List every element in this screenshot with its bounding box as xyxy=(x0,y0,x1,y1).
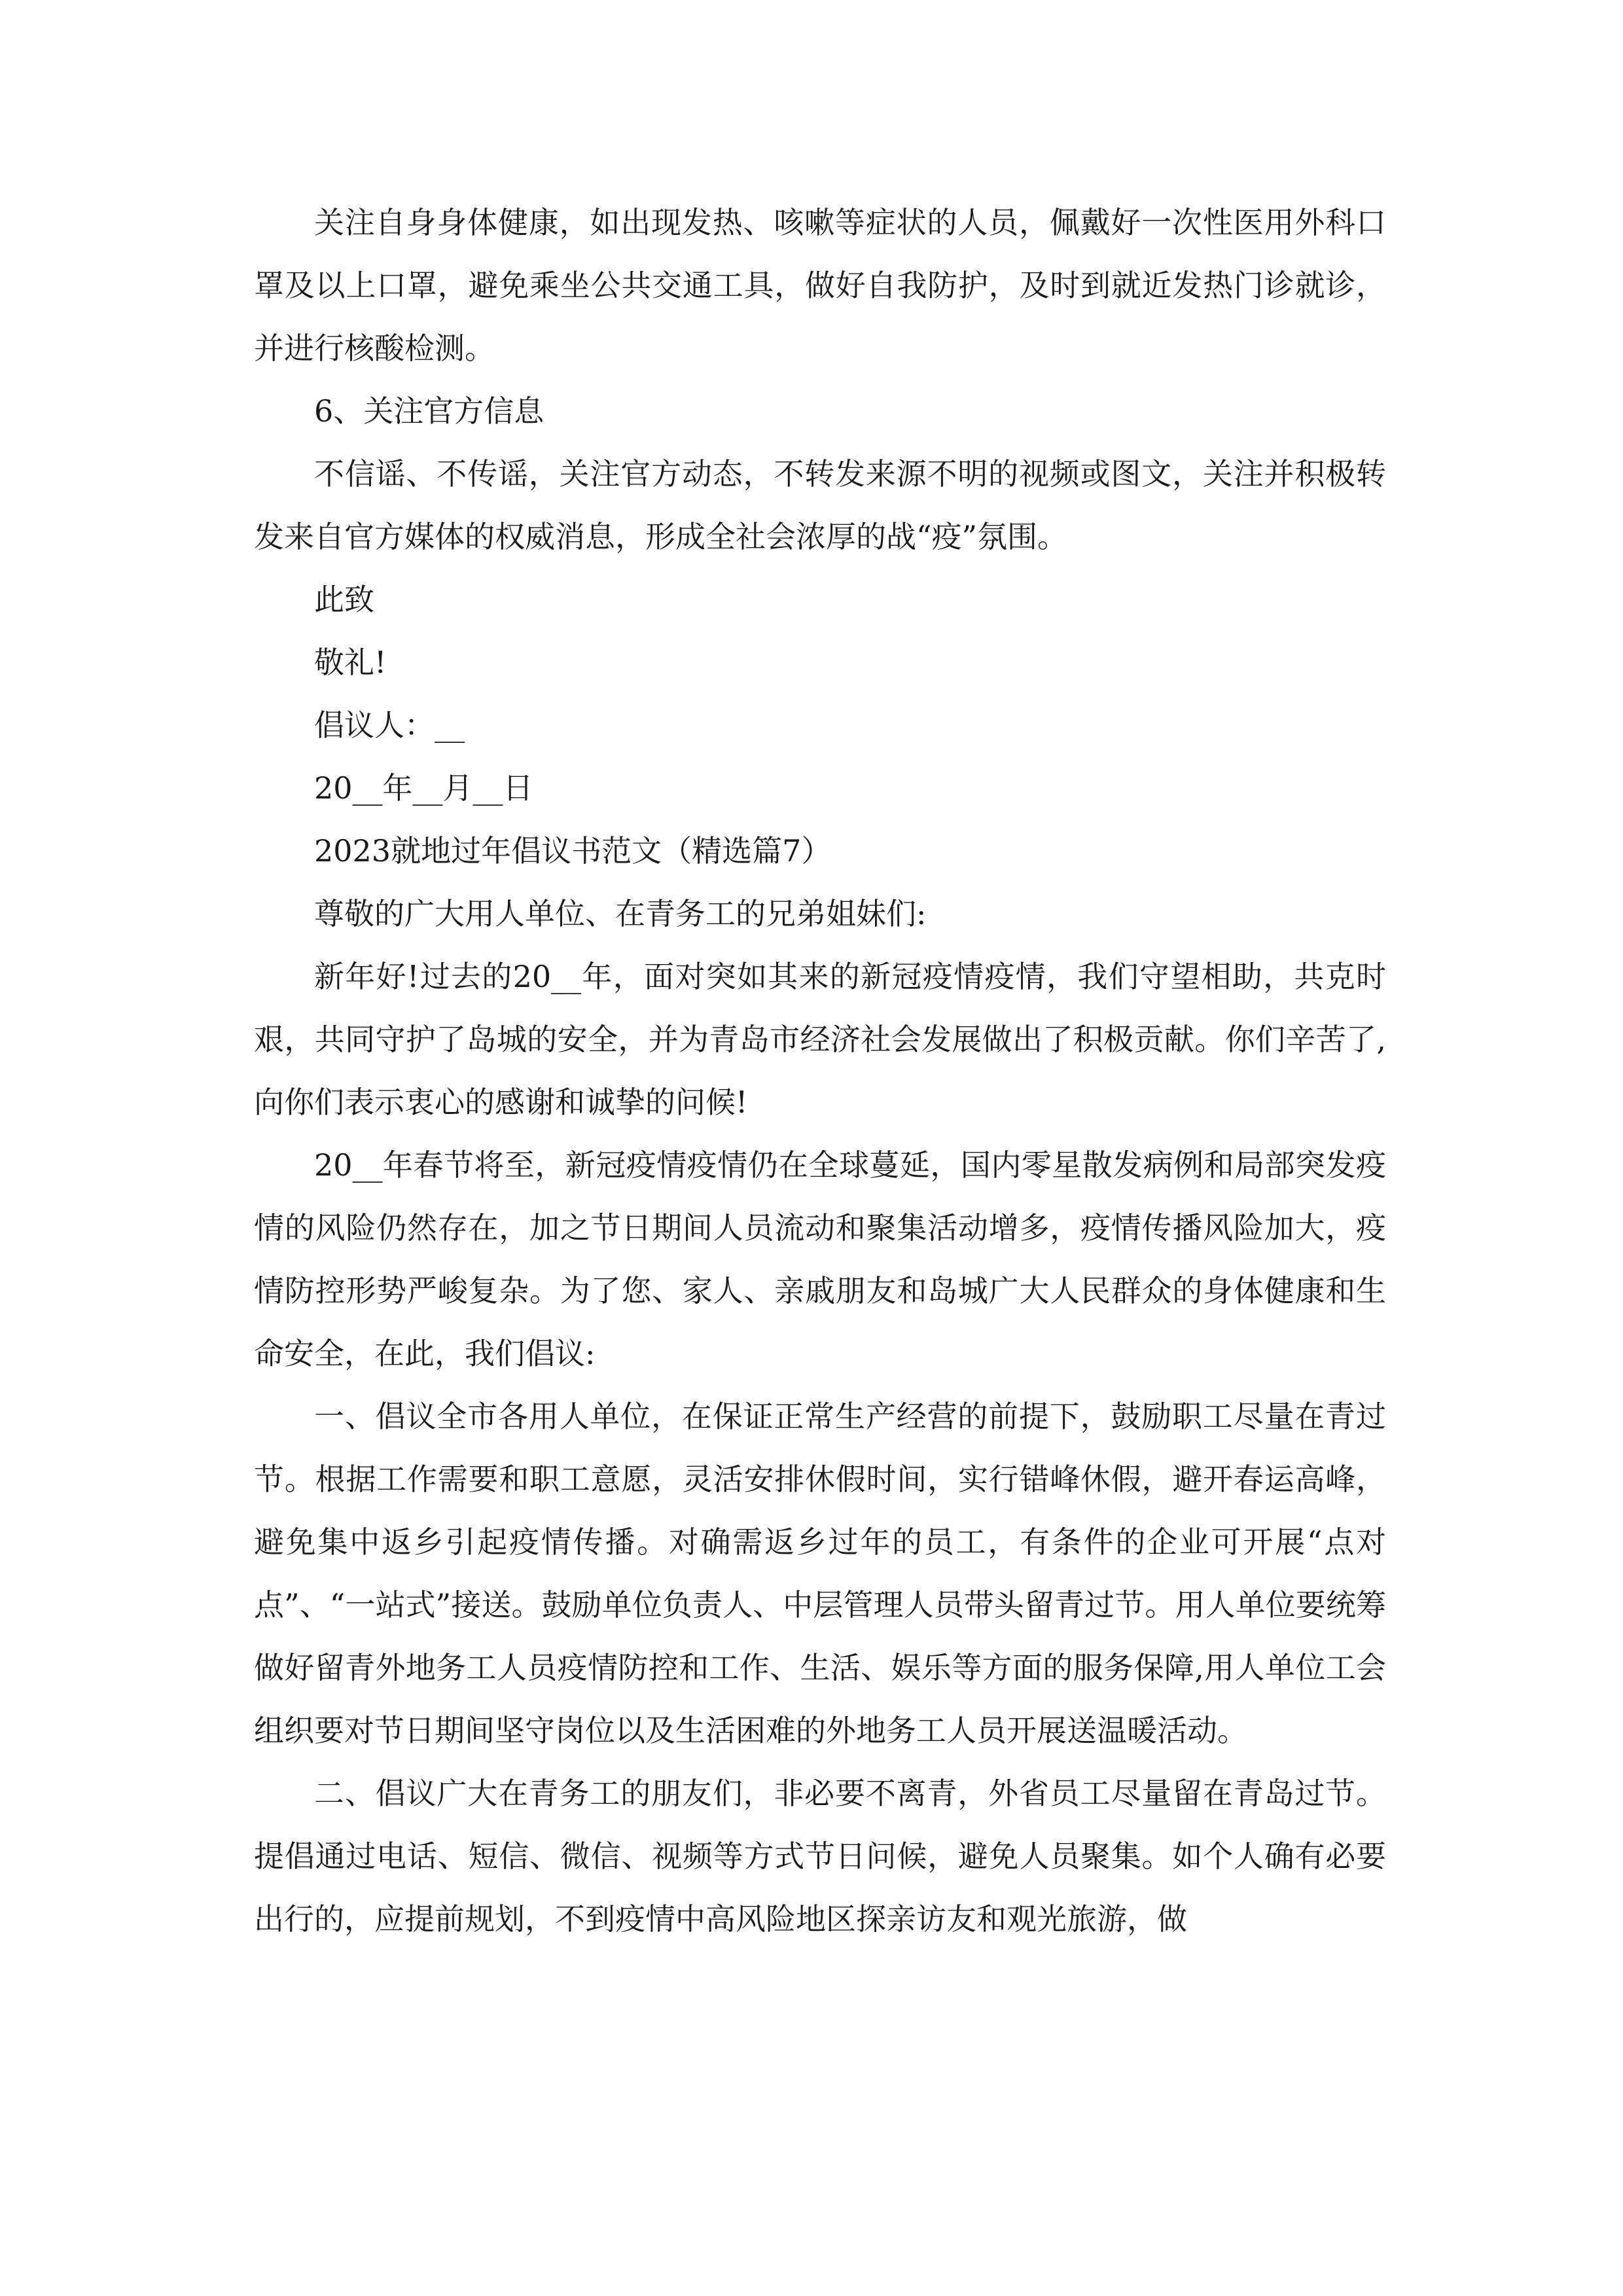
section-title: 2023就地过年倡议书范文（精选篇7） xyxy=(314,833,832,869)
heading-official-info: 6、关注官方信息 xyxy=(314,393,544,429)
paragraph-new-year: 新年好!过去的20__年，面对突如其来的新冠疫情疫情，我们守望相助，共克时艰，共同守护了岛城的安全，并为青岛市经济社会发展做出了积极贡献。你们辛苦了,向你们表示衷心的感谢和诚挚的问候! xyxy=(254,959,1386,1120)
paragraph-no-rumors: 不信谣、不传谣，关注官方动态，不转发来源不明的视频或图文，关注并积极转发来自官方媒体的权威消息，形成全社会浓厚的战“疫”氛围。 xyxy=(254,456,1386,554)
paragraph-proposal-two: 二、倡议广大在青务工的朋友们，非必要不离青，外省员工尽量留在青岛过节。提倡通过电话、短信、微信、视频等方式节日问候，避免人员聚集。如个人确有必要出行的，应提前规划，不到疫情中高风险地区探亲访友和观光旅游，做 xyxy=(254,1776,1386,1937)
document-body xyxy=(254,191,1386,1950)
paragraph-spring-festival: 20__年春节将至，新冠疫情疫情仍在全球蔓延，国内零星散发病例和局部突发疫情的风险仍然存在，加之节日期间人员流动和聚集活动增多，疫情传播风险加大，疫情防控形势严峻复杂。为了您、家人、亲戚朋友和岛城广大人民群众的身体健康和生命安全，在此，我们倡议: xyxy=(254,1147,1386,1371)
closing-salutation: 此致 xyxy=(314,582,374,617)
paragraph-proposal-one: 一、倡议全市各用人单位，在保证正常生产经营的前提下，鼓励职工尽量在青过节。根据工作需要和职工意愿，灵活安排休假时间，实行错峰休假，避开春运高峰，避免集中返乡引起疫情传播。对确需返乡过年的员工，有条件的企业可开展“点对点”、“一站式”接送。鼓励单位负责人、中层管理人员带头留青过节。用人单位要统筹做好留青外地务工人员疫情防控和工作、生活、娱乐等方面的服务保障,用人单位工会组织要对节日期间坚守岗位以及生活困难的外地务工人员开展送温暖活动。 xyxy=(254,1399,1386,1748)
paragraph-health-advice: 关注自身身体健康，如出现发热、咳嗽等症状的人员，佩戴好一次性医用外科口罩及以上口罩，避免乘坐公共交通工具，做好自我防护，及时到就近发热门诊就诊，并进行核酸检测。 xyxy=(254,205,1386,366)
closing-respect: 敬礼! xyxy=(314,645,387,680)
initiator-line: 倡议人：__ xyxy=(314,708,465,743)
greeting-line: 尊敬的广大用人单位、在青务工的兄弟姐妹们: xyxy=(314,896,927,931)
date-line: 20__年__月__日 xyxy=(314,770,533,806)
